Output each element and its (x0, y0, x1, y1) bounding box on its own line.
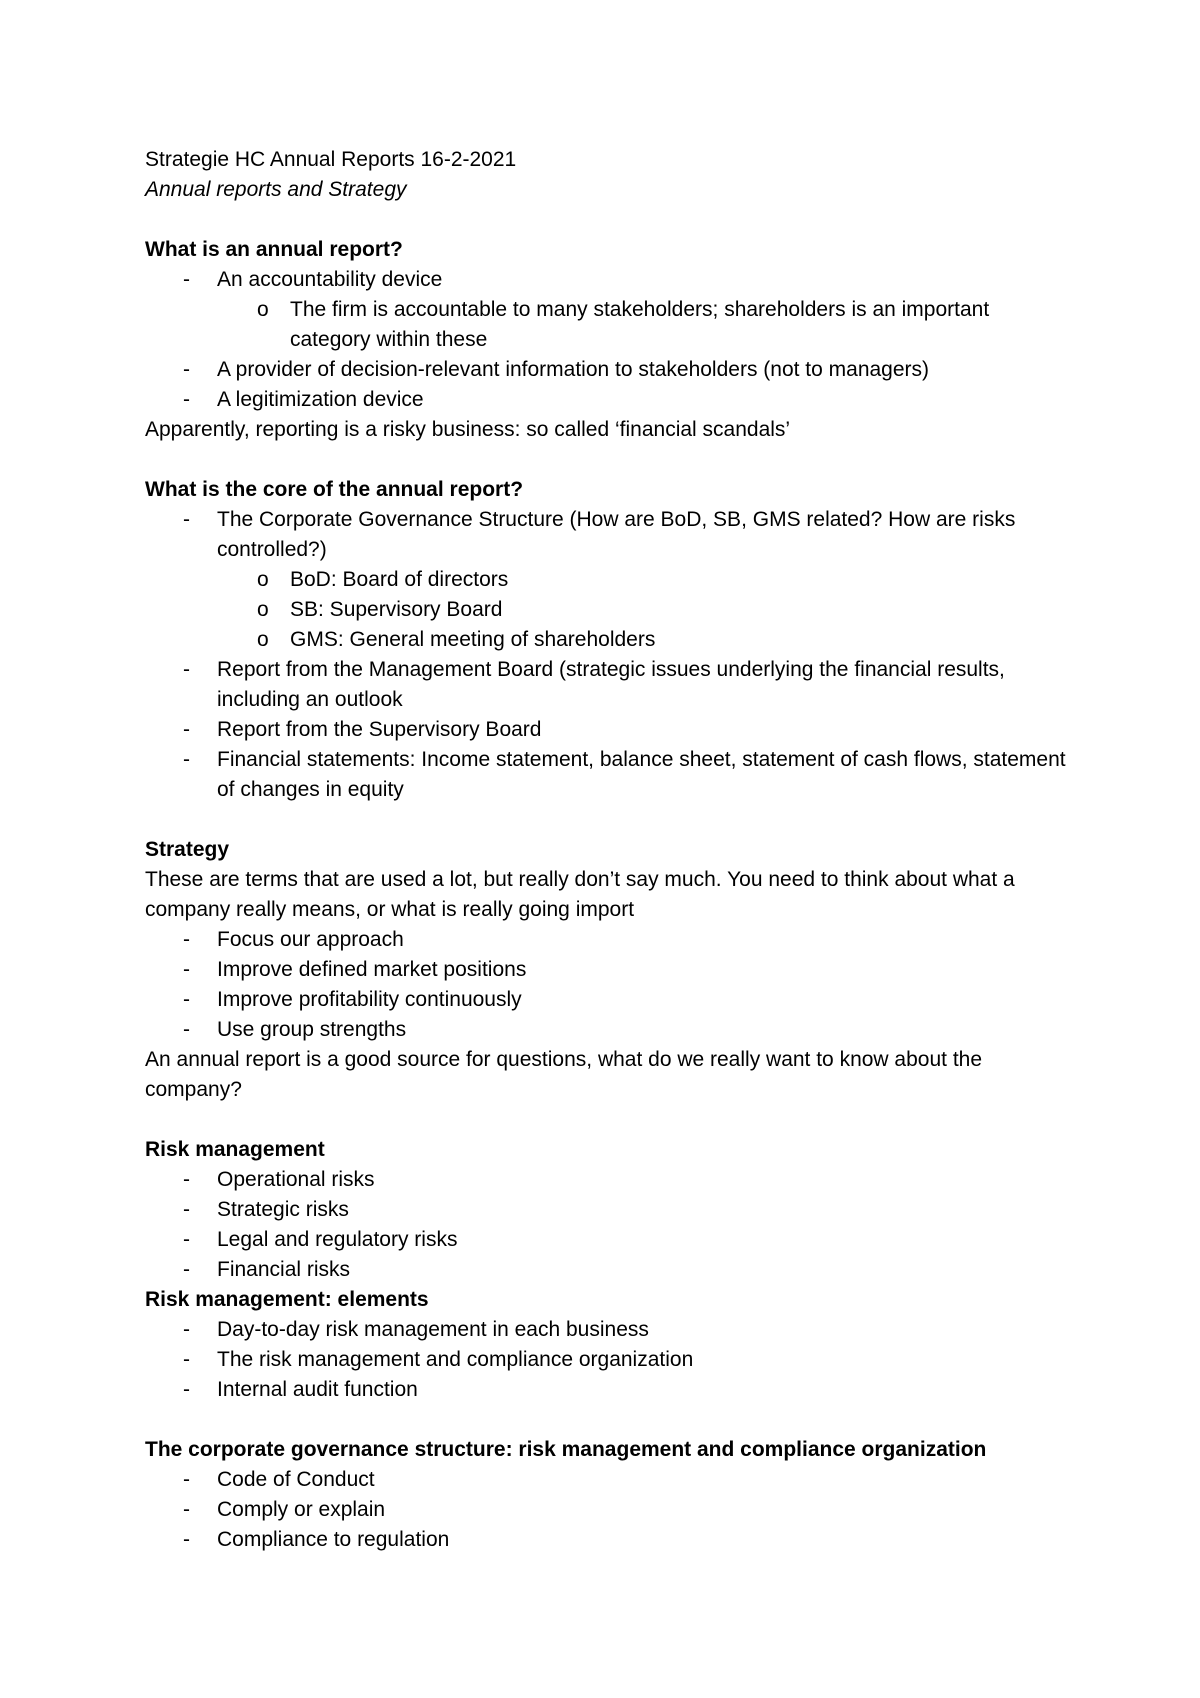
dash-bullet: - (183, 1528, 190, 1551)
spacer (145, 445, 1075, 475)
list-item-text: The risk management and compliance organization (217, 1348, 694, 1371)
list-item-text: Strategic risks (217, 1198, 349, 1221)
dash-bullet: - (183, 658, 190, 681)
sub-list-item-text: GMS: General meeting of shareholders (290, 628, 656, 651)
list-item (145, 1525, 1075, 1555)
dash-bullet: - (183, 988, 190, 1011)
dash-bullet: - (183, 1258, 190, 1281)
dash-bullet: - (183, 1378, 190, 1401)
dash-bullet: - (183, 1198, 190, 1221)
dash-bullet: - (183, 508, 190, 531)
list-item-text: Financial statements: Income statement, balance sheet, statement of cash flows, statement of changes in equity (217, 748, 1066, 801)
sub-list-item-text: BoD: Board of directors (290, 568, 509, 591)
list-item-text: A provider of decision-relevant information to stakeholders (not to managers) (217, 358, 930, 381)
circle-bullet: o (257, 598, 269, 621)
dash-bullet: - (183, 748, 190, 771)
spacer (145, 205, 1075, 235)
list-item-text: Legal and regulatory risks (217, 1228, 458, 1251)
list-item (145, 505, 1075, 565)
dash-bullet: - (183, 268, 190, 291)
dash-bullet: - (183, 928, 190, 951)
section-heading-risk-management: Risk management (145, 1138, 325, 1161)
list-item (145, 265, 1075, 295)
section-heading-annual-report: What is an annual report? (145, 238, 403, 261)
list-item-text: An accountability device (217, 268, 443, 291)
list-item (145, 1465, 1075, 1495)
list-item-text: Focus our approach (217, 928, 404, 951)
list-item-text: Use group strengths (217, 1018, 407, 1041)
document-title: Strategie HC Annual Reports 16-2-2021 (145, 148, 517, 171)
list-item (145, 985, 1075, 1015)
spacer (145, 1405, 1075, 1435)
section-heading-governance-compliance: The corporate governance structure: risk management and compliance organization (145, 1438, 987, 1461)
list-item-text: Financial risks (217, 1258, 351, 1281)
section-heading-strategy: Strategy (145, 838, 230, 861)
spacer (145, 805, 1075, 835)
sub-list-item (145, 595, 1075, 625)
list-item-text: Compliance to regulation (217, 1528, 450, 1551)
list-item-text: Internal audit function (217, 1378, 418, 1401)
sub-list-item (145, 565, 1075, 595)
paragraph: An annual report is a good source for questions, what do we really want to know about the company? (145, 1048, 983, 1101)
section-heading-core: What is the core of the annual report? (145, 478, 524, 501)
list-item (145, 1165, 1075, 1195)
list-item (145, 1015, 1075, 1045)
list-item-text: A legitimization device (217, 388, 424, 411)
list-item-text: Improve defined market positions (217, 958, 527, 981)
list-item (145, 955, 1075, 985)
sub-list-item (145, 625, 1075, 655)
paragraph: Apparently, reporting is a risky business: so called ‘financial scandals’ (145, 418, 791, 441)
list-item-text: Day-to-day risk management in each business (217, 1318, 649, 1341)
sub-list-item-text: The firm is accountable to many stakeholders; shareholders is an important category within these (290, 298, 990, 351)
list-item (145, 715, 1075, 745)
document-subtitle: Annual reports and Strategy (145, 178, 407, 201)
dash-bullet: - (183, 388, 190, 411)
sub-list-item (145, 295, 1075, 355)
dash-bullet: - (183, 1348, 190, 1371)
dash-bullet: - (183, 958, 190, 981)
list-item (145, 1315, 1075, 1345)
list-item (145, 385, 1075, 415)
document-page (145, 145, 1075, 1555)
list-item (145, 1225, 1075, 1255)
dash-bullet: - (183, 1228, 190, 1251)
list-item-text: Operational risks (217, 1168, 375, 1191)
circle-bullet: o (257, 628, 269, 651)
list-item-text: Comply or explain (217, 1498, 386, 1521)
spacer (145, 1105, 1075, 1135)
dash-bullet: - (183, 1468, 190, 1491)
dash-bullet: - (183, 1318, 190, 1341)
list-item-text: The Corporate Governance Structure (How are BoD, SB, GMS related? How are risks controlled?) (217, 508, 1016, 561)
circle-bullet: o (257, 568, 269, 591)
section-heading-risk-elements: Risk management: elements (145, 1288, 429, 1311)
dash-bullet: - (183, 1168, 190, 1191)
paragraph: These are terms that are used a lot, but really don’t say much. You need to think about what a company really means, or what is really going import (145, 868, 1015, 921)
list-item (145, 1195, 1075, 1225)
list-item (145, 1375, 1075, 1405)
dash-bullet: - (183, 1018, 190, 1041)
dash-bullet: - (183, 718, 190, 741)
list-item-text: Report from the Supervisory Board (217, 718, 542, 741)
list-item (145, 1255, 1075, 1285)
list-item-text: Code of Conduct (217, 1468, 375, 1491)
sub-list-item-text: SB: Supervisory Board (290, 598, 503, 621)
circle-bullet: o (257, 298, 269, 321)
list-item-text: Improve profitability continuously (217, 988, 522, 1011)
list-item (145, 1495, 1075, 1525)
dash-bullet: - (183, 1498, 190, 1521)
list-item (145, 745, 1075, 805)
dash-bullet: - (183, 358, 190, 381)
list-item (145, 655, 1075, 715)
list-item-text: Report from the Management Board (strategic issues underlying the financial results, including an outlook (217, 658, 1005, 711)
list-item (145, 355, 1075, 385)
list-item (145, 925, 1075, 955)
list-item (145, 1345, 1075, 1375)
